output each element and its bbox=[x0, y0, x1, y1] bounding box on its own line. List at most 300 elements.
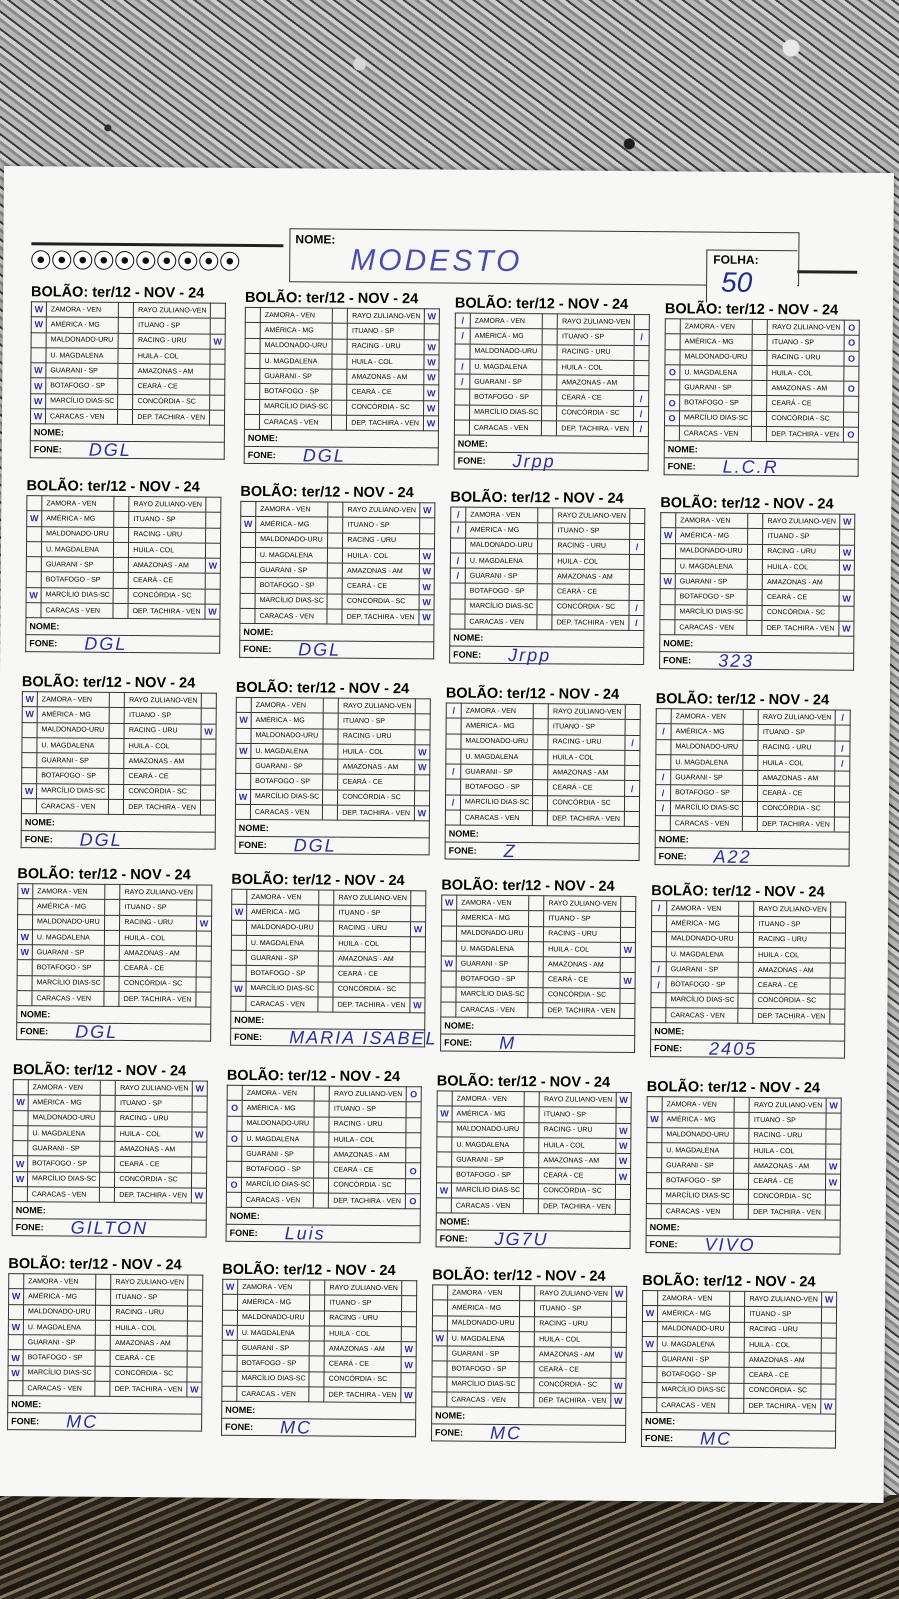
card-nome-field[interactable] bbox=[642, 1413, 836, 1432]
draw-mark[interactable] bbox=[114, 527, 129, 542]
draw-mark[interactable] bbox=[109, 723, 124, 738]
home-mark[interactable] bbox=[651, 1008, 666, 1023]
home-mark[interactable] bbox=[222, 1371, 237, 1386]
home-mark[interactable]: W bbox=[31, 378, 46, 393]
home-mark[interactable] bbox=[652, 916, 667, 931]
draw-mark[interactable] bbox=[332, 354, 347, 369]
draw-mark[interactable] bbox=[529, 911, 544, 926]
home-mark[interactable] bbox=[665, 334, 680, 349]
away-mark[interactable] bbox=[410, 952, 425, 967]
home-mark[interactable] bbox=[236, 728, 251, 743]
away-mark[interactable]: W bbox=[826, 1159, 841, 1174]
draw-mark[interactable] bbox=[327, 609, 342, 624]
away-mark[interactable] bbox=[192, 1142, 207, 1157]
home-mark[interactable] bbox=[17, 960, 32, 975]
home-mark[interactable]: / bbox=[455, 374, 470, 389]
away-mark[interactable] bbox=[834, 802, 849, 817]
home-mark[interactable] bbox=[455, 390, 470, 405]
away-mark[interactable] bbox=[201, 708, 216, 723]
away-mark[interactable] bbox=[831, 902, 846, 917]
away-mark[interactable] bbox=[420, 518, 435, 533]
away-mark[interactable] bbox=[402, 1281, 417, 1296]
home-mark[interactable] bbox=[236, 697, 251, 712]
home-mark[interactable] bbox=[22, 722, 37, 737]
home-mark[interactable]: / bbox=[656, 785, 671, 800]
draw-mark[interactable] bbox=[114, 512, 129, 527]
away-mark[interactable] bbox=[401, 1327, 416, 1342]
draw-mark[interactable] bbox=[309, 1356, 324, 1371]
away-mark[interactable]: W bbox=[424, 385, 439, 400]
away-mark[interactable] bbox=[821, 1353, 836, 1368]
home-mark[interactable]: W bbox=[222, 1325, 237, 1340]
away-mark[interactable] bbox=[620, 958, 635, 973]
draw-mark[interactable] bbox=[537, 584, 552, 599]
draw-mark[interactable] bbox=[748, 513, 763, 528]
home-mark[interactable] bbox=[660, 543, 675, 558]
home-mark[interactable] bbox=[18, 914, 33, 929]
away-mark[interactable]: W bbox=[424, 370, 439, 385]
away-mark[interactable]: W bbox=[424, 339, 439, 354]
draw-mark[interactable] bbox=[743, 801, 758, 816]
draw-mark[interactable] bbox=[739, 947, 754, 962]
draw-mark[interactable] bbox=[314, 1147, 329, 1162]
home-mark[interactable]: W bbox=[31, 363, 46, 378]
card-fone-field[interactable] bbox=[235, 837, 429, 856]
draw-mark[interactable] bbox=[319, 951, 334, 966]
away-mark[interactable] bbox=[192, 1112, 207, 1127]
card-fone-field[interactable] bbox=[660, 652, 854, 671]
away-mark[interactable] bbox=[201, 754, 216, 769]
away-mark[interactable] bbox=[405, 1178, 420, 1193]
away-mark[interactable] bbox=[187, 1367, 202, 1382]
home-mark[interactable] bbox=[240, 608, 255, 623]
draw-mark[interactable] bbox=[105, 930, 120, 945]
draw-mark[interactable] bbox=[323, 713, 338, 728]
draw-mark[interactable] bbox=[328, 563, 343, 578]
home-mark[interactable] bbox=[651, 931, 666, 946]
draw-mark[interactable] bbox=[118, 379, 133, 394]
away-mark[interactable] bbox=[415, 775, 430, 790]
draw-mark[interactable] bbox=[319, 936, 334, 951]
draw-mark[interactable] bbox=[538, 538, 553, 553]
home-mark[interactable] bbox=[240, 563, 255, 578]
home-mark[interactable]: W bbox=[13, 1156, 28, 1171]
draw-mark[interactable] bbox=[734, 1143, 749, 1158]
draw-mark[interactable] bbox=[114, 573, 129, 588]
home-mark[interactable] bbox=[660, 589, 675, 604]
home-mark[interactable] bbox=[13, 1080, 28, 1095]
draw-mark[interactable] bbox=[105, 900, 120, 915]
draw-mark[interactable] bbox=[104, 991, 119, 1006]
away-mark[interactable]: W bbox=[822, 1292, 837, 1307]
home-mark[interactable]: W bbox=[437, 1106, 452, 1121]
home-mark[interactable]: O bbox=[227, 1101, 242, 1116]
home-mark[interactable] bbox=[226, 1192, 241, 1207]
draw-mark[interactable] bbox=[524, 1183, 539, 1198]
home-mark[interactable] bbox=[651, 946, 666, 961]
away-mark[interactable] bbox=[634, 360, 649, 375]
home-mark[interactable]: W bbox=[236, 743, 251, 758]
away-mark[interactable] bbox=[630, 508, 645, 523]
draw-mark[interactable] bbox=[332, 400, 347, 415]
away-mark[interactable]: W bbox=[415, 760, 430, 775]
card-nome-field[interactable] bbox=[445, 825, 639, 844]
draw-mark[interactable] bbox=[543, 314, 558, 329]
draw-mark[interactable] bbox=[109, 784, 124, 799]
home-mark[interactable] bbox=[227, 1085, 242, 1100]
draw-mark[interactable] bbox=[748, 559, 763, 574]
home-mark[interactable]: / bbox=[655, 800, 670, 815]
home-mark[interactable] bbox=[236, 774, 251, 789]
draw-mark[interactable] bbox=[118, 409, 133, 424]
draw-mark[interactable] bbox=[748, 575, 763, 590]
away-mark[interactable]: O bbox=[844, 351, 859, 366]
away-mark[interactable]: / bbox=[625, 735, 640, 750]
draw-mark[interactable] bbox=[332, 369, 347, 384]
away-mark[interactable]: W bbox=[401, 1357, 416, 1372]
away-mark[interactable]: W bbox=[611, 1393, 626, 1408]
home-mark[interactable] bbox=[245, 399, 260, 414]
away-mark[interactable]: W bbox=[616, 1123, 631, 1138]
draw-mark[interactable] bbox=[528, 972, 543, 987]
home-mark[interactable] bbox=[450, 614, 465, 629]
home-mark[interactable]: W bbox=[18, 884, 33, 899]
card-fone-field[interactable] bbox=[12, 1219, 206, 1238]
draw-mark[interactable] bbox=[533, 780, 548, 795]
away-mark[interactable] bbox=[834, 817, 849, 832]
draw-mark[interactable] bbox=[519, 1347, 534, 1362]
draw-mark[interactable] bbox=[319, 921, 334, 936]
away-mark[interactable]: W bbox=[401, 1342, 416, 1357]
home-mark[interactable] bbox=[432, 1361, 447, 1376]
home-mark[interactable] bbox=[8, 1381, 23, 1396]
away-mark[interactable]: O bbox=[843, 427, 858, 442]
draw-mark[interactable] bbox=[95, 1366, 110, 1381]
home-mark[interactable] bbox=[18, 899, 33, 914]
away-mark[interactable]: W bbox=[187, 1382, 202, 1397]
draw-mark[interactable] bbox=[747, 590, 762, 605]
draw-mark[interactable] bbox=[520, 1301, 535, 1316]
away-mark[interactable] bbox=[402, 1296, 417, 1311]
away-mark[interactable] bbox=[192, 1096, 207, 1111]
draw-mark[interactable] bbox=[114, 496, 129, 511]
draw-mark[interactable] bbox=[96, 1305, 111, 1320]
home-mark[interactable] bbox=[660, 604, 675, 619]
away-mark[interactable]: / bbox=[629, 600, 644, 615]
away-mark[interactable] bbox=[411, 891, 426, 906]
draw-mark[interactable] bbox=[743, 786, 758, 801]
away-mark[interactable] bbox=[844, 366, 859, 381]
draw-mark[interactable] bbox=[328, 502, 343, 517]
away-mark[interactable] bbox=[206, 512, 221, 527]
away-mark[interactable] bbox=[410, 967, 425, 982]
home-mark[interactable] bbox=[240, 593, 255, 608]
away-mark[interactable]: O bbox=[405, 1194, 420, 1209]
draw-mark[interactable] bbox=[739, 901, 754, 916]
home-mark[interactable] bbox=[432, 1315, 447, 1330]
away-mark[interactable]: W bbox=[420, 503, 435, 518]
home-mark[interactable]: / bbox=[450, 553, 465, 568]
away-mark[interactable]: W bbox=[415, 745, 430, 760]
away-mark[interactable]: W bbox=[611, 1378, 626, 1393]
away-mark[interactable]: W bbox=[616, 1092, 631, 1107]
home-mark[interactable] bbox=[236, 759, 251, 774]
home-mark[interactable]: W bbox=[647, 1112, 662, 1127]
away-mark[interactable] bbox=[840, 529, 855, 544]
draw-mark[interactable] bbox=[524, 1092, 539, 1107]
draw-mark[interactable] bbox=[327, 594, 342, 609]
draw-mark[interactable] bbox=[109, 799, 124, 814]
away-mark[interactable]: W bbox=[201, 724, 216, 739]
draw-mark[interactable] bbox=[314, 1193, 329, 1208]
draw-mark[interactable] bbox=[752, 396, 767, 411]
home-mark[interactable]: W bbox=[9, 1289, 24, 1304]
away-mark[interactable]: W bbox=[821, 1399, 836, 1414]
home-mark[interactable] bbox=[446, 734, 461, 749]
home-mark[interactable] bbox=[22, 738, 37, 753]
draw-mark[interactable] bbox=[528, 987, 543, 1002]
away-mark[interactable] bbox=[825, 1205, 840, 1220]
draw-mark[interactable] bbox=[100, 1111, 115, 1126]
draw-mark[interactable] bbox=[537, 615, 552, 630]
draw-mark[interactable] bbox=[113, 603, 128, 618]
away-mark[interactable] bbox=[616, 1108, 631, 1123]
away-mark[interactable] bbox=[205, 589, 220, 604]
away-mark[interactable]: W bbox=[839, 545, 854, 560]
away-mark[interactable]: W bbox=[205, 604, 220, 619]
home-mark[interactable] bbox=[437, 1167, 452, 1182]
home-mark[interactable] bbox=[12, 1187, 27, 1202]
away-mark[interactable] bbox=[187, 1321, 202, 1336]
home-mark[interactable] bbox=[656, 739, 671, 754]
draw-mark[interactable] bbox=[529, 942, 544, 957]
draw-mark[interactable] bbox=[529, 896, 544, 911]
away-mark[interactable]: W bbox=[419, 549, 434, 564]
home-mark[interactable] bbox=[222, 1356, 237, 1371]
home-mark[interactable] bbox=[231, 996, 246, 1011]
home-mark[interactable]: W bbox=[236, 713, 251, 728]
draw-mark[interactable] bbox=[730, 1307, 745, 1322]
away-mark[interactable] bbox=[210, 395, 225, 410]
away-mark[interactable] bbox=[629, 570, 644, 585]
home-mark[interactable]: W bbox=[8, 1365, 23, 1380]
home-mark[interactable]: W bbox=[31, 393, 46, 408]
home-mark[interactable]: W bbox=[13, 1095, 28, 1110]
away-mark[interactable] bbox=[188, 1290, 203, 1305]
away-mark[interactable] bbox=[835, 787, 850, 802]
draw-mark[interactable] bbox=[323, 759, 338, 774]
draw-mark[interactable] bbox=[537, 599, 552, 614]
draw-mark[interactable] bbox=[323, 729, 338, 744]
away-mark[interactable]: / bbox=[835, 756, 850, 771]
home-mark[interactable] bbox=[436, 1198, 451, 1213]
home-mark[interactable] bbox=[642, 1321, 657, 1336]
home-mark[interactable] bbox=[647, 1158, 662, 1173]
card-fone-field[interactable] bbox=[664, 458, 858, 477]
home-mark[interactable]: O bbox=[665, 365, 680, 380]
home-mark[interactable] bbox=[222, 1340, 237, 1355]
away-mark[interactable] bbox=[615, 1199, 630, 1214]
away-mark[interactable] bbox=[624, 811, 639, 826]
draw-mark[interactable] bbox=[542, 375, 557, 390]
card-fone-field[interactable] bbox=[651, 1040, 845, 1059]
home-mark[interactable] bbox=[222, 1386, 237, 1401]
draw-mark[interactable] bbox=[747, 605, 762, 620]
home-mark[interactable] bbox=[647, 1142, 662, 1157]
draw-mark[interactable] bbox=[104, 961, 119, 976]
home-mark[interactable]: W bbox=[27, 511, 42, 526]
home-mark[interactable] bbox=[437, 1137, 452, 1152]
draw-mark[interactable] bbox=[730, 1291, 745, 1306]
draw-mark[interactable] bbox=[118, 364, 133, 379]
away-mark[interactable] bbox=[825, 1190, 840, 1205]
away-mark[interactable] bbox=[830, 994, 845, 1009]
draw-mark[interactable] bbox=[739, 932, 754, 947]
away-mark[interactable] bbox=[205, 574, 220, 589]
card-fone-field[interactable] bbox=[17, 1023, 211, 1042]
away-mark[interactable] bbox=[835, 725, 850, 740]
away-mark[interactable] bbox=[196, 931, 211, 946]
away-mark[interactable] bbox=[187, 1351, 202, 1366]
away-mark[interactable] bbox=[205, 543, 220, 558]
away-mark[interactable] bbox=[415, 699, 430, 714]
home-mark[interactable]: W bbox=[232, 905, 247, 920]
away-mark[interactable] bbox=[821, 1384, 836, 1399]
home-mark[interactable] bbox=[432, 1300, 447, 1315]
home-mark[interactable]: O bbox=[226, 1177, 241, 1192]
home-mark[interactable] bbox=[441, 926, 456, 941]
draw-mark[interactable] bbox=[119, 318, 134, 333]
away-mark[interactable] bbox=[826, 1129, 841, 1144]
draw-mark[interactable] bbox=[519, 1377, 534, 1392]
draw-mark[interactable] bbox=[323, 805, 338, 820]
home-mark[interactable] bbox=[8, 1304, 23, 1319]
home-mark[interactable] bbox=[8, 1335, 23, 1350]
away-mark[interactable]: / bbox=[835, 710, 850, 725]
away-mark[interactable] bbox=[206, 528, 221, 543]
away-mark[interactable]: W bbox=[825, 1174, 840, 1189]
away-mark[interactable] bbox=[410, 982, 425, 997]
draw-mark[interactable] bbox=[119, 302, 134, 317]
home-mark[interactable]: W bbox=[442, 895, 457, 910]
home-mark[interactable] bbox=[664, 426, 679, 441]
away-mark[interactable] bbox=[844, 397, 859, 412]
home-mark[interactable] bbox=[22, 768, 37, 783]
home-mark[interactable] bbox=[26, 557, 41, 572]
card-fone-field[interactable] bbox=[431, 1424, 625, 1443]
draw-mark[interactable] bbox=[730, 1322, 745, 1337]
draw-mark[interactable] bbox=[332, 385, 347, 400]
draw-mark[interactable] bbox=[100, 1096, 115, 1111]
away-mark[interactable] bbox=[620, 927, 635, 942]
home-mark[interactable] bbox=[31, 332, 46, 347]
home-mark[interactable] bbox=[432, 1377, 447, 1392]
draw-mark[interactable] bbox=[747, 620, 762, 635]
home-mark[interactable] bbox=[455, 344, 470, 359]
away-mark[interactable] bbox=[611, 1363, 626, 1378]
home-mark[interactable]: / bbox=[445, 795, 460, 810]
home-mark[interactable]: W bbox=[661, 528, 676, 543]
home-mark[interactable] bbox=[223, 1295, 238, 1310]
away-mark[interactable]: W bbox=[410, 921, 425, 936]
home-mark[interactable] bbox=[231, 950, 246, 965]
draw-mark[interactable] bbox=[100, 1141, 115, 1156]
home-mark[interactable] bbox=[646, 1188, 661, 1203]
away-mark[interactable]: W bbox=[410, 998, 425, 1013]
draw-mark[interactable] bbox=[524, 1138, 539, 1153]
home-mark[interactable]: / bbox=[651, 977, 666, 992]
draw-mark[interactable] bbox=[529, 926, 544, 941]
draw-mark[interactable] bbox=[533, 811, 548, 826]
home-mark[interactable] bbox=[240, 547, 255, 562]
home-mark[interactable]: / bbox=[451, 522, 466, 537]
draw-mark[interactable] bbox=[319, 890, 334, 905]
draw-mark[interactable] bbox=[734, 1158, 749, 1173]
draw-mark[interactable] bbox=[110, 692, 125, 707]
home-mark[interactable] bbox=[227, 1116, 242, 1131]
home-mark[interactable] bbox=[27, 496, 42, 511]
draw-mark[interactable] bbox=[95, 1381, 110, 1396]
away-mark[interactable] bbox=[620, 988, 635, 1003]
home-mark[interactable] bbox=[437, 1091, 452, 1106]
card-fone-field[interactable] bbox=[445, 842, 639, 861]
draw-mark[interactable] bbox=[109, 738, 124, 753]
draw-mark[interactable] bbox=[542, 329, 557, 344]
home-mark[interactable]: W bbox=[17, 945, 32, 960]
away-mark[interactable] bbox=[406, 1117, 421, 1132]
home-mark[interactable] bbox=[646, 1204, 661, 1219]
away-mark[interactable] bbox=[826, 1144, 841, 1159]
draw-mark[interactable] bbox=[752, 411, 767, 426]
home-mark[interactable] bbox=[647, 1097, 662, 1112]
home-mark[interactable] bbox=[450, 599, 465, 614]
draw-mark[interactable] bbox=[314, 1086, 329, 1101]
home-mark[interactable] bbox=[665, 380, 680, 395]
away-mark[interactable] bbox=[424, 324, 439, 339]
away-mark[interactable] bbox=[196, 992, 211, 1007]
home-mark[interactable]: W bbox=[30, 409, 45, 424]
home-mark[interactable] bbox=[432, 1346, 447, 1361]
away-mark[interactable]: O bbox=[844, 335, 859, 350]
draw-mark[interactable] bbox=[729, 1398, 744, 1413]
draw-mark[interactable] bbox=[734, 1128, 749, 1143]
away-mark[interactable]: W bbox=[616, 1169, 631, 1184]
card-fone-field[interactable] bbox=[30, 441, 224, 460]
card-fone-field[interactable] bbox=[454, 452, 648, 471]
away-mark[interactable] bbox=[621, 896, 636, 911]
away-mark[interactable] bbox=[625, 704, 640, 719]
away-mark[interactable] bbox=[821, 1338, 836, 1353]
draw-mark[interactable] bbox=[729, 1368, 744, 1383]
away-mark[interactable] bbox=[843, 412, 858, 427]
card-fone-field[interactable] bbox=[646, 1236, 840, 1255]
away-mark[interactable] bbox=[209, 410, 224, 425]
home-mark[interactable] bbox=[660, 559, 675, 574]
away-mark[interactable] bbox=[835, 771, 850, 786]
away-mark[interactable]: W bbox=[192, 1081, 207, 1096]
away-mark[interactable]: / bbox=[634, 406, 649, 421]
card-nome-field[interactable] bbox=[655, 831, 849, 850]
away-mark[interactable] bbox=[406, 1133, 421, 1148]
draw-mark[interactable] bbox=[738, 978, 753, 993]
draw-mark[interactable] bbox=[533, 765, 548, 780]
home-mark[interactable] bbox=[235, 804, 250, 819]
draw-mark[interactable] bbox=[328, 517, 343, 532]
away-mark[interactable]: / bbox=[629, 616, 644, 631]
home-mark[interactable]: W bbox=[660, 574, 675, 589]
draw-mark[interactable] bbox=[328, 533, 343, 548]
draw-mark[interactable] bbox=[542, 360, 557, 375]
